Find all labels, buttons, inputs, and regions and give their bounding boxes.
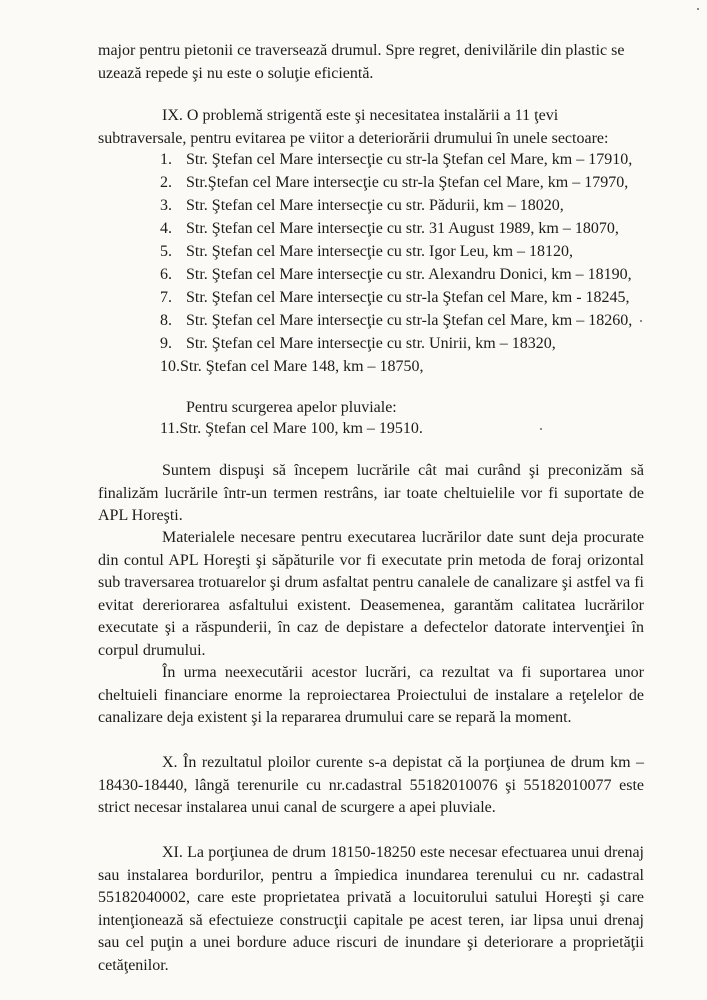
scan-speck xyxy=(697,8,699,10)
list-item xyxy=(160,151,632,169)
section-ix-intro-line-1: IX. O problemă strigentă este şi necesitatea instalării a 11 ţevi xyxy=(162,107,559,124)
list-item-number: 7. xyxy=(160,289,172,306)
pluvial-label: Pentru scurgerea apelor pluviale: xyxy=(186,399,397,416)
list-item-text: Str. Ştefan cel Mare intersecţie cu str-la Ştefan cel Mare, km – 18260, xyxy=(186,312,633,329)
list-item-number: 4. xyxy=(160,220,172,237)
list-item-text: Str. Ştefan cel Mare intersecţie cu str. Unirii, km – 18320, xyxy=(186,335,556,352)
list-item xyxy=(160,220,619,238)
list-item xyxy=(160,197,564,215)
list-item xyxy=(160,358,424,376)
paragraph-neexecutare: În urma neexecutării acestor lucrări, ca rezultat va fi suportarea unor cheltuieli financiare enorme la reproiectarea Proiectului de instalare a reţelelor de canalizare deja existent şi la repararea drumului care se repară la moment. xyxy=(98,664,644,726)
list-item-text: Str. Ştefan cel Mare 100, km – 19510. xyxy=(179,420,423,437)
list-item-text: Str.Ştefan cel Mare intersecţie cu str-la Ştefan cel Mare, km – 17970, xyxy=(186,174,629,191)
paragraph-continuation-line-1: major pentru pietonii ce traversează drumul. Spre regret, denivilările din plastic se xyxy=(98,42,625,59)
list-item-number: 1. xyxy=(160,151,172,168)
scan-speck xyxy=(540,428,542,430)
paragraph-continuation-line-2: uzează repede şi nu este o soluţie eficientă. xyxy=(98,65,374,82)
list-item-number: 3. xyxy=(160,197,172,214)
list-item-number: 11. xyxy=(160,420,180,437)
scan-speck xyxy=(640,320,642,322)
paragraph-materiale: Materialele necesare pentru executarea lucrărilor date sunt deja procurate din contul APL Horeşti şi săpăturile vor fi executate prin metoda de foraj orizontal sub traversarea trotuarelor şi drum asfaltat pentru canalele de canalizare şi astfel va fi evitat dereriorarea asfaltului existent. Deasemenea, garantăm calitatea lucrărilor executate şi a răspunderii, în caz de depistare a defectelor datorate intervenţiei în corpul drumului. xyxy=(98,529,644,659)
paragraph-section-x: X. În rezultatul ploilor curente s-a depistat că la porţiunea de drum km – 18430-18440, lângă terenurile cu nr.cadastral 55182010076 şi 55182010077 este strict necesar instalarea unui canal de scurgere a apei pluviale. xyxy=(98,754,644,816)
list-item-text: Str. Ştefan cel Mare intersecţie cu str-la Ştefan cel Mare, km - 18245, xyxy=(186,289,630,306)
list-item xyxy=(160,174,628,192)
list-item-text: Str. Ştefan cel Mare intersecţie cu str. Igor Leu, km – 18120, xyxy=(186,243,574,260)
list-item xyxy=(160,420,423,438)
paragraph-section-xi: XI. La porţiunea de drum 18150-18250 este necesar efectuarea unui drenaj sau instalarea bordurilor, pentru a împiedica inundarea terenului cu nr. cadastral 55182040002, care este proprietatea privată a locuitorului satului Horeşti şi care intenţionează să efectuieze construcţii capitale pe acest teren, iar lipsa unui drenaj sau cel puţin a unei bordure aduce riscuri de inundare şi deteriorare a proprietăţii cetăţenilor. xyxy=(98,844,644,974)
list-item xyxy=(160,243,573,261)
list-item-number: 8. xyxy=(160,312,172,329)
list-item-number: 10. xyxy=(160,358,180,375)
list-item-number: 5. xyxy=(160,243,172,260)
paragraph-dispusi: Suntem dispuşi să începem lucrările cât mai curând şi preconizăm să finalizăm lucrările într-un termen restrâns, iar toate cheltuielile vor fi suportate de APL Horeşti. xyxy=(98,462,644,524)
list-item-number: 6. xyxy=(160,266,172,283)
list-item-text: Str. Ştefan cel Mare intersecţie cu str. Alexandru Donici, km – 18190, xyxy=(186,266,632,283)
list-item xyxy=(160,312,632,330)
list-item-number: 9. xyxy=(160,335,172,352)
list-item xyxy=(160,335,556,353)
list-item xyxy=(160,266,632,284)
list-item xyxy=(160,289,630,307)
list-item-text: Str. Ştefan cel Mare intersecţie cu str-la Ştefan cel Mare, km – 17910, xyxy=(186,151,633,168)
list-item-number: 2. xyxy=(160,174,172,191)
list-item-text: Str. Ştefan cel Mare 148, km – 18750, xyxy=(180,358,424,375)
list-item-text: Str. Ştefan cel Mare intersecţie cu str. 31 August 1989, km – 18070, xyxy=(186,220,619,237)
list-item-text: Str. Ştefan cel Mare intersecţie cu str. Pădurii, km – 18020, xyxy=(186,197,564,214)
section-ix-intro-line-2: subtraversale, pentru evitarea pe viitor a deteriorării drumului în unele sectoare: xyxy=(98,130,609,147)
